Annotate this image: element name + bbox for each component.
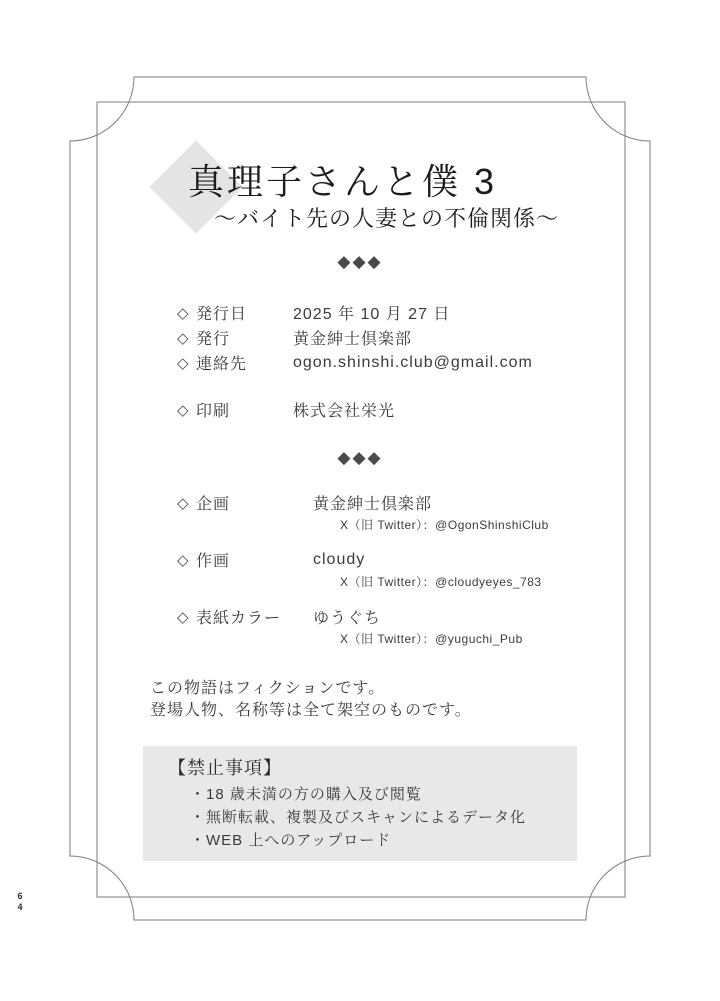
info-label: 発行日	[196, 306, 248, 323]
credit-value: cloudy	[313, 550, 366, 568]
diamond-bullet-icon: ◇	[177, 329, 190, 347]
info-label: 印刷	[196, 403, 231, 420]
diamond-bullet-icon: ◇	[177, 494, 190, 512]
diamond-divider-middle: ◆◆◆	[337, 448, 383, 467]
disclaimer-line: この物語はフィクションです。	[150, 680, 386, 697]
prohibition-box	[143, 746, 577, 861]
prohibition-item: ・WEB 上へのアップロード	[190, 832, 392, 849]
prohibition-item: ・18 歳未満の方の購入及び閲覧	[190, 786, 422, 803]
credit-row	[177, 604, 587, 629]
info-value: 黄金紳士倶楽部	[293, 331, 413, 348]
info-row-printer	[177, 397, 587, 422]
info-label: 連絡先	[196, 356, 248, 373]
page-number: 64	[17, 891, 23, 912]
credit-cover-color	[177, 604, 587, 649]
info-row-publisher	[177, 325, 587, 350]
credits-list	[177, 490, 587, 661]
info-row-contact	[177, 350, 587, 375]
credit-value: 黄金紳士倶楽部	[313, 496, 433, 513]
diamond-bullet-icon: ◇	[177, 401, 190, 419]
info-label: 発行	[196, 331, 231, 348]
credit-label: 企画	[196, 496, 231, 513]
credit-row	[177, 547, 587, 572]
credit-sns-handle: X（旧 Twitter）：@yuguchi_Pub	[340, 632, 523, 646]
fiction-disclaimer	[150, 678, 590, 722]
diamond-bullet-icon: ◇	[177, 304, 190, 322]
diamond-divider-top: ◆◆◆	[337, 252, 383, 271]
info-value-email: ogon.shinshi.club@gmail.com	[293, 353, 533, 371]
disclaimer-line: 登場人物、名称等は全て架空のものです。	[150, 702, 472, 719]
credit-label: 表紙カラー	[196, 610, 282, 627]
prohibition-items	[168, 783, 577, 852]
prohibition-heading: 【禁止事項】	[168, 758, 282, 778]
publication-info-list	[177, 300, 587, 422]
credit-value: ゆうぐち	[313, 610, 382, 627]
credit-row	[177, 490, 587, 515]
diamond-bullet-icon: ◇	[177, 608, 190, 626]
book-subtitle: ～バイト先の人妻との不倫関係～	[214, 206, 560, 231]
credit-sns-handle: X（旧 Twitter）：@cloudyeyes_783	[340, 575, 542, 589]
credit-artwork	[177, 547, 587, 592]
credit-planning	[177, 490, 587, 535]
diamond-bullet-icon: ◇	[177, 551, 190, 569]
credit-label: 作画	[196, 553, 231, 570]
info-value: 株式会社栄光	[293, 403, 396, 420]
info-row-publish-date	[177, 300, 587, 325]
diamond-bullet-icon: ◇	[177, 354, 190, 372]
credit-sns-handle: X（旧 Twitter）：@OgonShinshiClub	[340, 518, 549, 532]
book-title: 真理子さんと僕 3	[188, 161, 498, 202]
prohibition-item: ・無断転載、複製及びスキャンによるデータ化	[190, 809, 527, 826]
info-value: 2025 年 10 月 27 日	[293, 306, 451, 323]
